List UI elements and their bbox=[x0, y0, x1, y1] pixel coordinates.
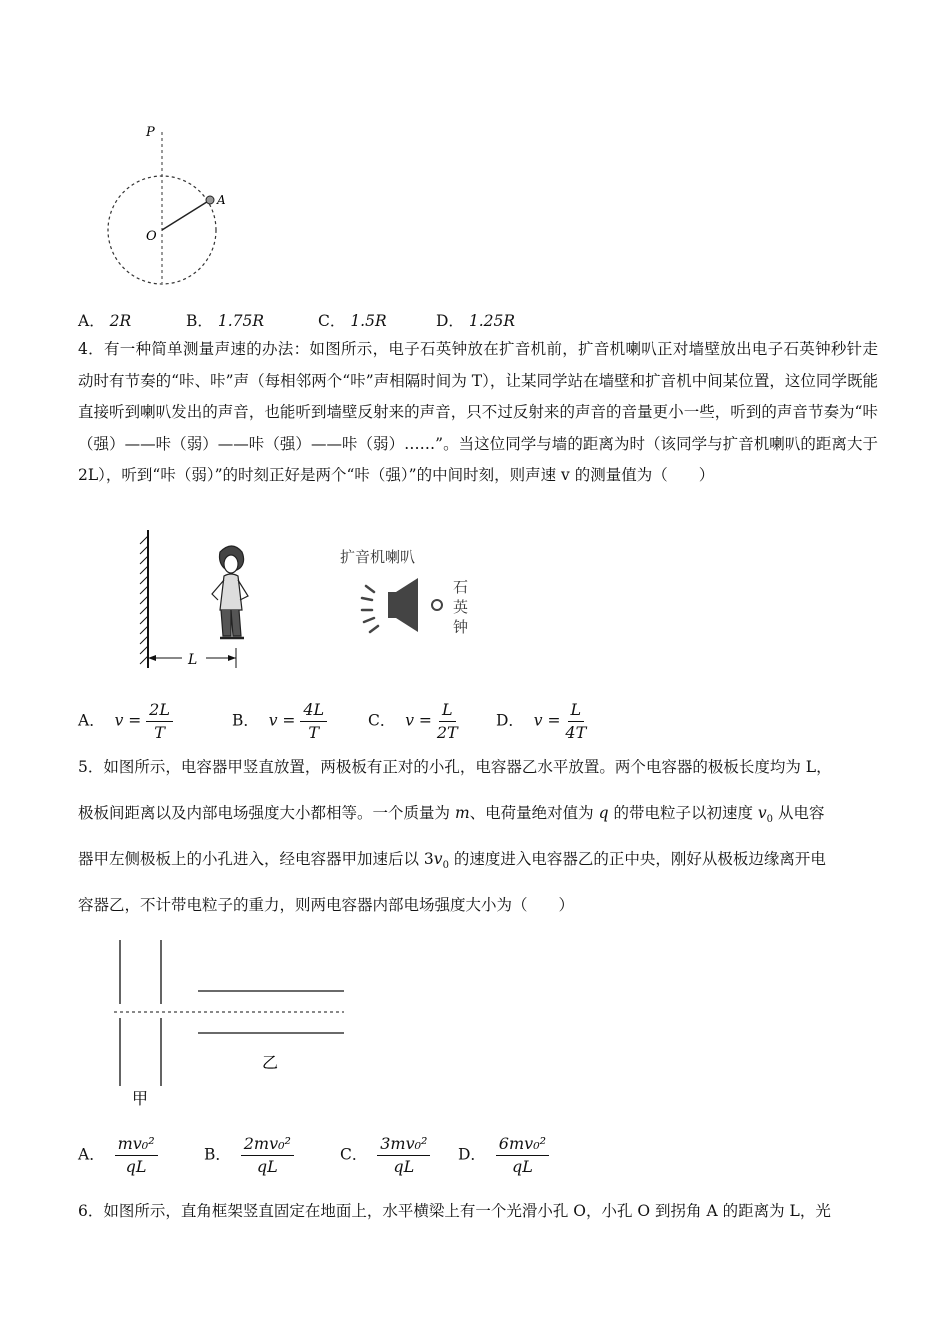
q4-option-c[interactable]: C． v = $\frac{L}{2T}$ bbox=[368, 700, 458, 742]
q5-line-3: 器甲左侧极板上的小孔进入，经电容器甲加速后以 $3v_0$ 的速度进入电容器乙的正中央，刚好从极板边缘离开电 bbox=[78, 850, 826, 872]
q4-option-b[interactable]: B． v = $\frac{4L}{T}$ bbox=[232, 700, 327, 743]
q5-option-c[interactable]: C． $\frac{\text{3mv₀²}}{qL}$ bbox=[340, 1134, 430, 1177]
q5-option-b[interactable]: B． $\frac{\text{2mv₀²}}{qL}$ bbox=[204, 1134, 294, 1177]
clock-label-2: 英 bbox=[453, 598, 469, 616]
q5-option-d[interactable]: D． $\frac{\text{6mv₀²}}{qL}$ bbox=[458, 1134, 549, 1177]
q5-option-a[interactable]: A． $\frac{\text{mv₀²}}{qL}$ bbox=[78, 1134, 158, 1177]
q3-option-a[interactable]: A． 2R bbox=[78, 312, 132, 330]
wall-hatching bbox=[140, 536, 148, 664]
dim-arrow-right bbox=[228, 655, 236, 661]
q4-option-a[interactable]: A． v = $\frac{2L}{T}$ bbox=[78, 700, 173, 743]
label-jia: 甲 bbox=[132, 1089, 149, 1108]
clock-icon bbox=[432, 600, 442, 610]
label-yi: 乙 bbox=[262, 1053, 279, 1072]
dim-arrow-left bbox=[148, 655, 156, 661]
q5-line-1: 5．如图所示，电容器甲竖直放置，两极板有正对的小孔，电容器乙水平放置。两个电容器的极板长度均为 L， bbox=[78, 758, 832, 776]
q3-option-d[interactable]: D． 1.25R bbox=[436, 312, 516, 330]
clock-label-1: 石 bbox=[453, 578, 469, 596]
capacitor-figure bbox=[110, 936, 360, 1111]
speaker-label: 扩音机喇叭 bbox=[340, 548, 416, 566]
q5-line-2: 极板间距离以及内部电场强度大小都相等。一个质量为 m、电荷量绝对值为 q 的带电粒子以初速度 $v_0$ 从电容 bbox=[78, 804, 825, 826]
q4-option-d[interactable]: D． v = $\frac{L}{4T}$ bbox=[496, 700, 587, 742]
label-l: L bbox=[188, 652, 198, 668]
label-p: P bbox=[146, 125, 155, 140]
q6-question-text: 6．如图所示，直角框架竖直固定在地面上，水平横梁上有一个光滑小孔 O，小孔 O 到拐角 A 的距离为 L，光 bbox=[78, 1202, 831, 1220]
sound-figure bbox=[128, 530, 488, 672]
student-figure bbox=[212, 546, 248, 638]
q4-question-text: 4．有一种简单测量声速的办法：如图所示，电子石英钟放在扩音机前，扩音机喇叭正对墙壁放出电子石英钟秒针走动时有节奏的“咔、咔”声（每相邻两个“咔”声相隔时间为 T），让某同学站在墙壁和扩音机中间某位置，这位同学既能直接听到喇叭发出的声音，也能听到墙壁反射来的声音，只不过反射来的声音的音量更小一些，听到的声音节奏为“咔（强）——咔（弱）——咔（强）——咔（弱）……”。当这位同学与墙的距离为时（该同学与扩音机喇叭的距离大于 2L），听到“咔（弱）”的时刻正好是两个“咔（强）”的中间时刻，则声速 v 的测量值为（ ） bbox=[78, 340, 878, 484]
rod-oa bbox=[162, 200, 210, 230]
label-a: A bbox=[217, 193, 226, 207]
speaker-icon bbox=[362, 578, 418, 632]
q3-option-b[interactable]: B． 1.75R bbox=[186, 312, 265, 330]
q3-option-c[interactable]: C． 1.5R bbox=[318, 312, 387, 330]
ball-a bbox=[206, 196, 214, 204]
label-o: O bbox=[146, 229, 157, 244]
circle-figure bbox=[100, 118, 240, 288]
q5-line-4: 容器乙，不计带电粒子的重力，则两电容器内部电场强度大小为（ ） bbox=[78, 896, 575, 914]
clock-label-3: 钟 bbox=[453, 618, 469, 636]
